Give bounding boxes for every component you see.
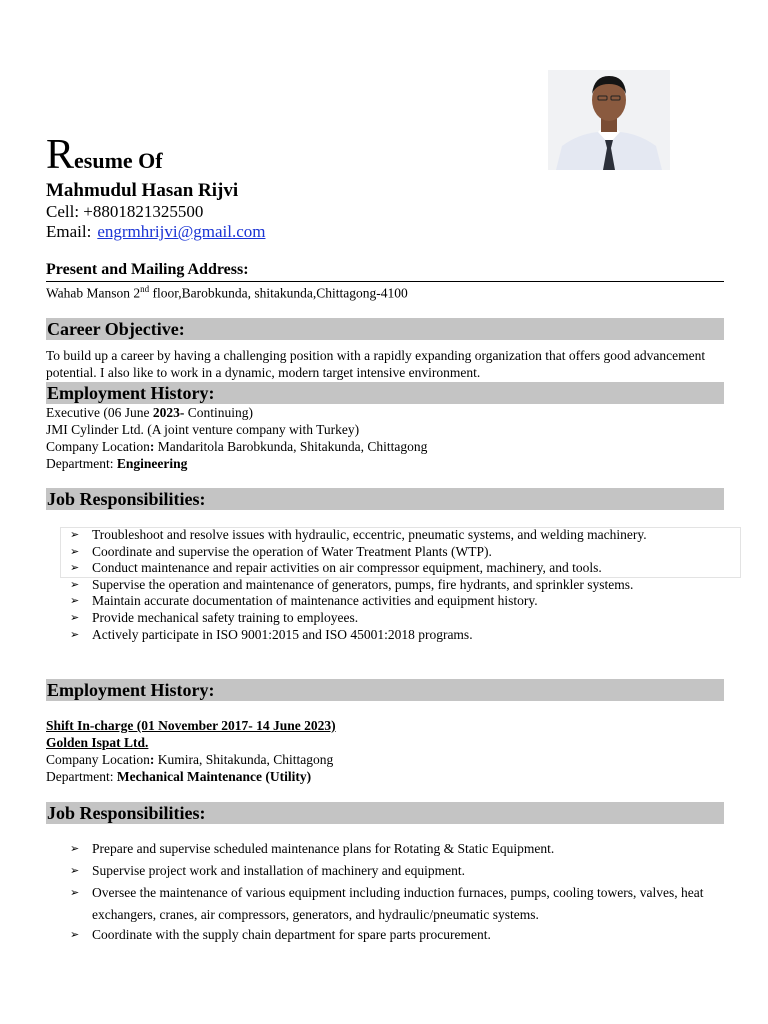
job-responsibilities-list-2 bbox=[46, 838, 736, 943]
list-item bbox=[46, 860, 736, 882]
job-responsibilities-list-1 bbox=[46, 527, 736, 643]
list-item-text: Supervise the operation and maintenance of generators, pumps, fire hydrants, and sprinkler systems. bbox=[92, 576, 634, 592]
list-item-text: Conduct maintenance and repair activities on air compressor equipment, machinery, and tools. bbox=[92, 560, 602, 576]
list-item-text: Supervise project work and installation of machinery and equipment. bbox=[92, 863, 466, 878]
address-sup: nd bbox=[140, 284, 150, 294]
employment-2-department bbox=[46, 769, 311, 785]
employment-history-heading-2: Employment History: bbox=[46, 679, 724, 701]
location-colon: : bbox=[149, 439, 155, 454]
address-heading: Present and Mailing Address: bbox=[46, 261, 724, 282]
arrow-bullet-icon: ➢ bbox=[70, 561, 80, 575]
employment-history-heading-1: Employment History: bbox=[46, 382, 724, 404]
location-colon: : bbox=[149, 752, 155, 767]
email-line bbox=[46, 222, 265, 242]
profile-photo bbox=[548, 70, 670, 170]
address-prefix: Wahab Manson 2 bbox=[46, 285, 141, 301]
list-item bbox=[46, 577, 736, 594]
department-value: Mechanical Maintenance (Utility) bbox=[116, 769, 312, 784]
list-item-text: Maintain accurate documentation of maintenance activities and equipment history. bbox=[92, 593, 538, 609]
job-responsibilities-heading-2: Job Responsibilities: bbox=[46, 802, 724, 824]
list-item bbox=[46, 926, 736, 943]
role-b: 2023- bbox=[152, 405, 185, 420]
role-c: Continuing) bbox=[184, 405, 253, 420]
career-objective-text: To build up a career by having a challenging position with a rapidly expanding organization that offers good advancement potential. I also like to work in a dynamic, modern target intensive environment. bbox=[46, 348, 706, 380]
list-item-text: Coordinate with the supply chain department for spare parts procurement. bbox=[92, 927, 491, 942]
location-value: Mandaritola Barobkunda, Shitakunda, Chittagong bbox=[154, 439, 428, 454]
role-a: Executive (06 June bbox=[46, 405, 153, 420]
employment-1-company: JMI Cylinder Ltd. (A joint venture company with Turkey) bbox=[46, 422, 360, 437]
candidate-name: Mahmudul Hasan Rijvi bbox=[46, 180, 239, 201]
employment-1-location bbox=[46, 439, 427, 455]
list-item-text: Prepare and supervise scheduled maintenance plans for Rotating & Static Equipment. bbox=[92, 841, 555, 856]
arrow-bullet-icon: ➢ bbox=[70, 528, 80, 541]
employment-1-department bbox=[46, 456, 187, 472]
arrow-bullet-icon: ➢ bbox=[70, 864, 80, 877]
arrow-bullet-icon: ➢ bbox=[70, 610, 80, 624]
location-label: Company Location bbox=[46, 752, 150, 767]
arrow-bullet-icon: ➢ bbox=[70, 928, 80, 941]
list-item bbox=[46, 560, 736, 577]
email-link[interactable]: engrmhrijvi@gmail.com bbox=[97, 222, 266, 241]
location-label: Company Location bbox=[46, 439, 150, 454]
employment-2-company: Golden Ispat Ltd. bbox=[46, 735, 149, 750]
arrow-bullet-icon: ➢ bbox=[70, 842, 80, 855]
list-item bbox=[46, 544, 736, 561]
employment-1-role bbox=[46, 405, 253, 421]
address-suffix: floor,Barobkunda, shitakunda,Chittagong-4100 bbox=[149, 285, 408, 301]
list-item-text: Coordinate and supervise the operation of Water Treatment Plants (WTP). bbox=[92, 543, 492, 559]
career-objective-heading: Career Objective: bbox=[46, 318, 724, 340]
list-item bbox=[46, 838, 736, 860]
list-item bbox=[46, 882, 736, 926]
email-label: Email: bbox=[46, 222, 92, 241]
arrow-bullet-icon: ➢ bbox=[70, 577, 80, 591]
job-responsibilities-heading-1: Job Responsibilities: bbox=[46, 488, 724, 510]
arrow-bullet-icon: ➢ bbox=[70, 627, 80, 641]
list-item bbox=[46, 610, 736, 627]
list-item bbox=[46, 527, 736, 544]
arrow-bullet-icon: ➢ bbox=[70, 886, 80, 899]
department-value: Engineering bbox=[116, 456, 188, 471]
person-photo-icon bbox=[548, 70, 670, 170]
title-rest: esume Of bbox=[74, 148, 163, 173]
list-item-text: Troubleshoot and resolve issues with hydraulic, eccentric, pneumatic systems, and welding machinery. bbox=[92, 527, 647, 542]
location-value: Kumira, Shitakunda, Chittagong bbox=[154, 752, 334, 767]
list-item-text: Provide mechanical safety training to employees. bbox=[92, 609, 359, 625]
arrow-bullet-icon: ➢ bbox=[70, 544, 80, 558]
employment-2-role: Shift In-charge (01 November 2017- 14 June 2023) bbox=[46, 718, 336, 733]
resume-title bbox=[46, 134, 163, 176]
list-item bbox=[46, 593, 736, 610]
arrow-bullet-icon: ➢ bbox=[70, 594, 80, 608]
employment-2-location bbox=[46, 752, 333, 768]
title-initial: R bbox=[46, 132, 75, 178]
list-item-text: Oversee the maintenance of various equipment including induction furnaces, pumps, cooling towers, valves, heat exchangers, cranes, air compressors, generators, and hydraulic/pneumatic systems. bbox=[92, 885, 704, 922]
department-label: Department: bbox=[46, 769, 117, 784]
list-item-text: Actively participate in ISO 9001:2015 and ISO 45001:2018 programs. bbox=[92, 626, 473, 642]
department-label: Department: bbox=[46, 456, 117, 471]
address-text bbox=[46, 284, 408, 302]
list-item bbox=[46, 627, 736, 644]
cell-number: Cell: +8801821325500 bbox=[46, 202, 204, 221]
